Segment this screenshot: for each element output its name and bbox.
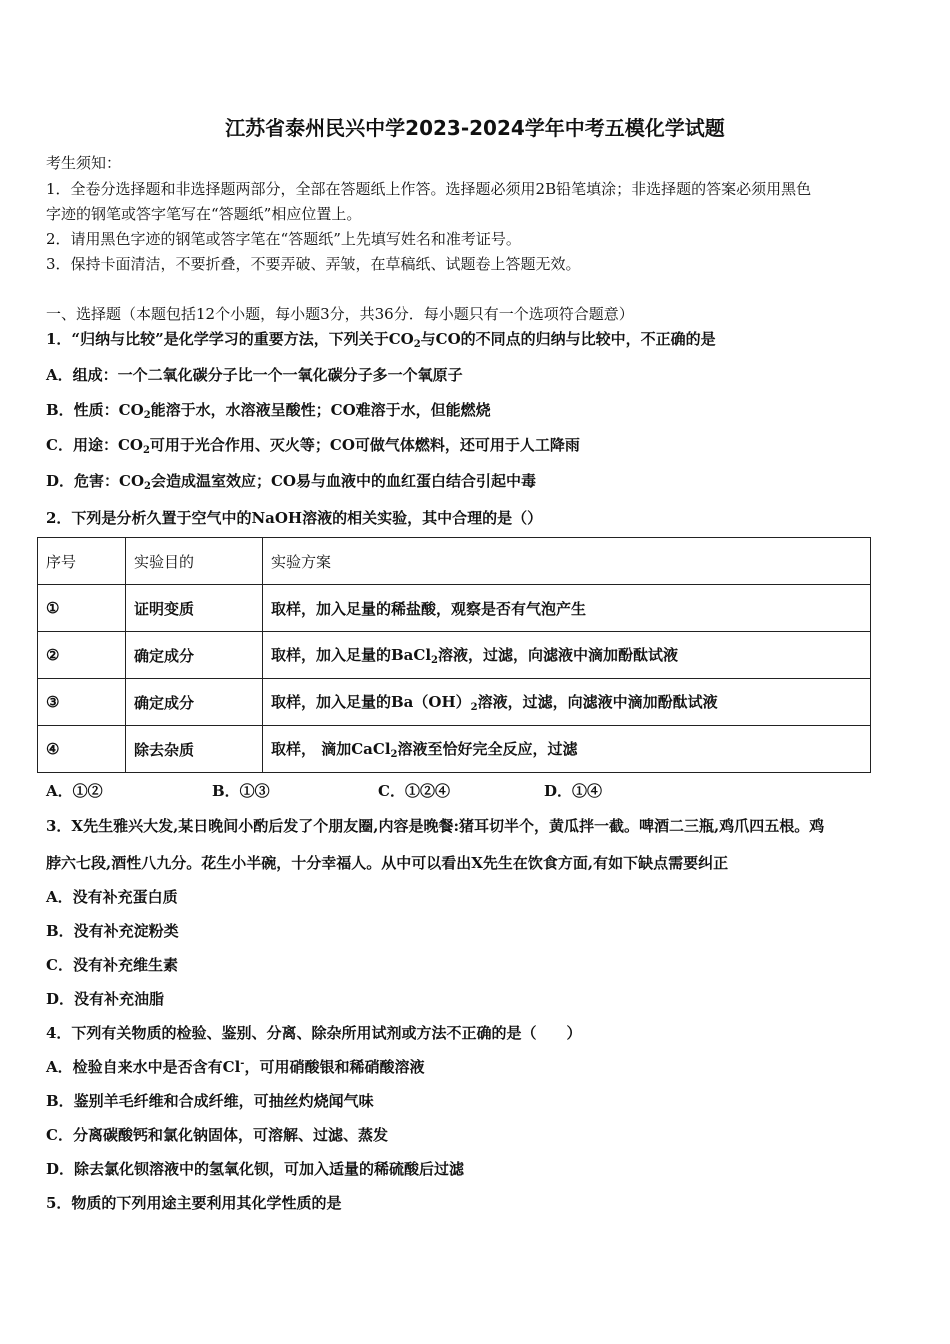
q1-option-a[interactable]: A．组成：一个二氧化碳分子比一个一氧化碳分子多一个氧原子 <box>46 366 463 384</box>
q3-option-a[interactable]: A．没有补充蛋白质 <box>46 888 178 906</box>
row-plan: 取样， 滴加CaCl$_2$溶液至恰好完全反应，过滤 <box>263 726 871 773</box>
row-plan: 取样，加入足量的稀盐酸，观察是否有气泡产生 <box>263 585 871 632</box>
q1-option-c[interactable]: C．用途：$CO_2$可用于光合作用、灭火等；CO可做气体燃料，还可用于人工降雨 <box>46 436 580 456</box>
q4-option-b[interactable]: B．鉴别羊毛纤维和合成纤维，可抽丝灼烧闻气味 <box>46 1092 374 1110</box>
table-row <box>38 585 871 632</box>
page-title: 江苏省泰州民兴中学2023-2024学年中考五模化学试题 <box>225 116 725 140</box>
row-no: ② <box>38 632 126 679</box>
notice-item: 3．保持卡面清洁，不要折叠，不要弄破、弄皱，在草稿纸、试题卷上答题无效。 <box>46 255 581 273</box>
q3-option-b[interactable]: B．没有补充淀粉类 <box>46 922 179 940</box>
notice-item: 字迹的钢笔或答字笔写在“答题纸”相应位置上。 <box>46 205 362 223</box>
row-goal: 确定成分 <box>126 679 263 726</box>
notice-item: 2．请用黑色字迹的钢笔或答字笔在“答题纸”上先填写姓名和准考证号。 <box>46 230 521 248</box>
notice-heading: 考生须知： <box>46 154 122 172</box>
notice-item: 1．全卷分选择题和非选择题两部分，全部在答题纸上作答。选择题必须用2B铅笔填涂；非选择题的答案必须用黑色 <box>46 180 812 198</box>
q3-stem-line2: 脖六七段,酒性八九分。花生小半碗，十分幸福人。从中可以看出X先生在饮食方面,有如下缺点需要纠正 <box>46 854 729 872</box>
q3-stem-line1: 3．X先生雅兴大发,某日晚间小酌后发了个朋友圈,内容是晚餐:猪耳切半个，黄瓜拌一截。啤酒二三瓶,鸡爪四五根。鸡 <box>46 817 825 835</box>
q3-option-c[interactable]: C．没有补充维生素 <box>46 956 178 974</box>
row-goal: 除去杂质 <box>126 726 263 773</box>
q2-option-a[interactable]: A．①② <box>46 782 103 800</box>
q2-stem: 2．下列是分析久置于空气中的NaOH溶液的相关实验，其中合理的是（） <box>46 509 543 527</box>
q1-option-b[interactable]: B．性质：$CO_2$能溶于水，水溶液呈酸性；CO难溶于水，但能燃烧 <box>46 401 491 421</box>
q4-option-a[interactable]: A．检验自来水中是否含有Cl-，可用硝酸银和稀硝酸溶液 <box>46 1058 425 1076</box>
section-heading: 一、选择题（本题包括12个小题，每小题3分，共36分．每小题只有一个选项符合题意） <box>46 305 634 323</box>
q4-stem: 4．下列有关物质的检验、鉴别、分离、除杂所用试剂或方法不正确的是（ ） <box>46 1024 582 1042</box>
header-goal: 实验目的 <box>126 538 263 585</box>
row-plan: 取样，加入足量的$Ba(OH)_2$溶液，过滤，向滤液中滴加酚酞试液 <box>263 679 871 726</box>
row-no: ④ <box>38 726 126 773</box>
row-no: ③ <box>38 679 126 726</box>
q1-option-d[interactable]: D．危害：$CO_2$会造成温室效应；CO易与血液中的血红蛋白结合引起中毒 <box>46 472 536 492</box>
q2-option-d[interactable]: D．①④ <box>544 782 603 800</box>
q2-option-b[interactable]: B．①③ <box>212 782 270 800</box>
table-row <box>38 632 871 679</box>
q4-option-d[interactable]: D．除去氯化钡溶液中的氢氧化钡，可加入适量的稀硫酸后过滤 <box>46 1160 465 1178</box>
table-header-row <box>38 538 871 585</box>
header-plan: 实验方案 <box>263 538 871 585</box>
table-row <box>38 726 871 773</box>
row-no: ① <box>38 585 126 632</box>
q1-stem: 1．“归纳与比较”是化学学习的重要方法，下列关于$CO_2$与CO的不同点的归纳与比较中，不正确的是 <box>46 330 716 350</box>
row-plan: 取样，加入足量的BaCl$_2$溶液，过滤，向滤液中滴加酚酞试液 <box>263 632 871 679</box>
experiment-table <box>37 537 871 773</box>
q4-option-c[interactable]: C．分离碳酸钙和氯化钠固体，可溶解、过滤、蒸发 <box>46 1126 388 1144</box>
table-row <box>38 679 871 726</box>
row-goal: 确定成分 <box>126 632 263 679</box>
row-goal: 证明变质 <box>126 585 263 632</box>
q2-options <box>46 780 602 801</box>
q5-stem: 5．物质的下列用途主要利用其化学性质的是 <box>46 1194 342 1212</box>
q3-option-d[interactable]: D．没有补充油脂 <box>46 990 165 1008</box>
header-no: 序号 <box>38 538 126 585</box>
q2-option-c[interactable]: C．①②④ <box>378 782 450 800</box>
